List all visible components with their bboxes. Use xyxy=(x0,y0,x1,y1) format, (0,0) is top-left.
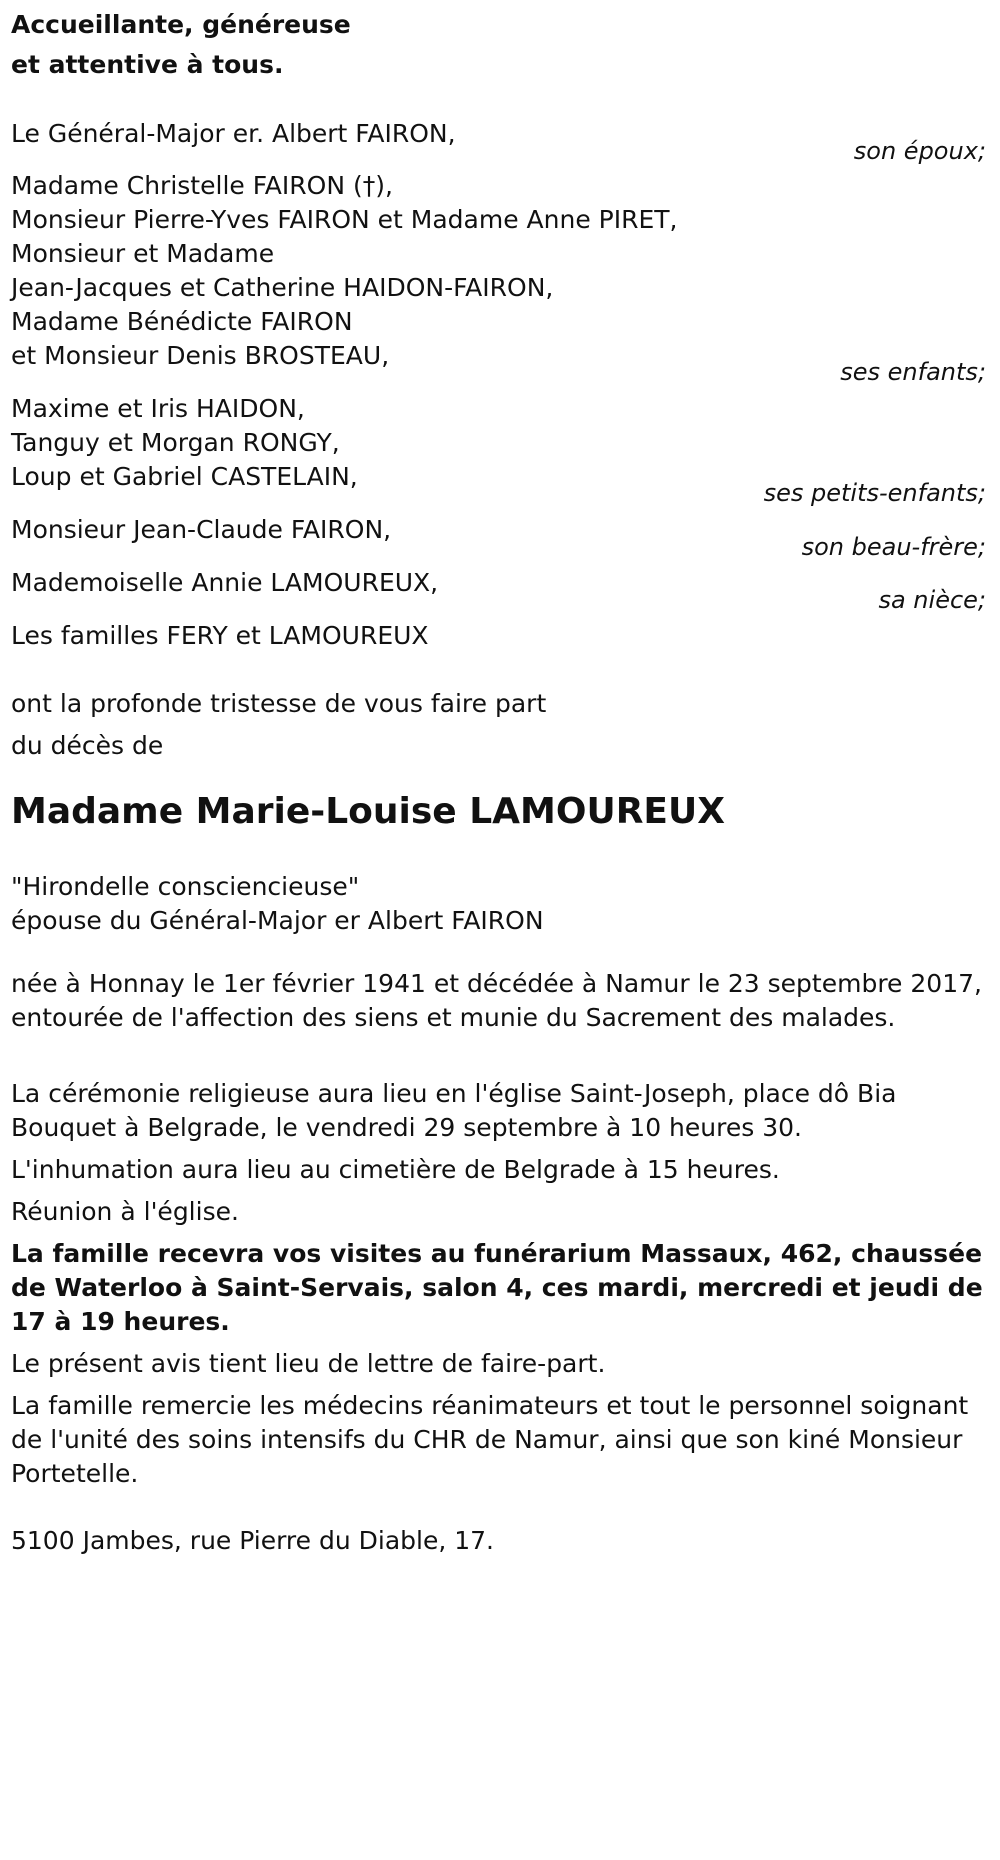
grandchild-line-1: Maxime et Iris HAIDON, xyxy=(11,394,305,423)
child-line-5: Madame Bénédicte FAIRON xyxy=(11,307,353,336)
burial-paragraph: L'inhumation aura lieu au cimetière de Belgrade à 15 heures. xyxy=(11,1155,780,1184)
deceased-spouse-line: épouse du Général-Major er Albert FAIRON xyxy=(11,906,544,935)
brother-in-law-name: Monsieur Jean-Claude FAIRON, xyxy=(11,515,392,544)
opening-line-1: Accueillante, généreuse xyxy=(11,10,351,39)
families-line: Les familles FERY et LAMOUREUX xyxy=(11,621,429,650)
thanks-paragraph: La famille remercie les médecins réanimateurs et tout le personnel soignant de l'unité des soins intensifs du CHR de Namur, ainsi que son kiné Monsieur Portetelle. xyxy=(11,1391,969,1488)
deceased-nickname: "Hirondelle consciencieuse" xyxy=(11,872,360,901)
child-line-2: Monsieur Pierre-Yves FAIRON et Madame Anne PIRET, xyxy=(11,205,678,234)
niece-role: sa nièce; xyxy=(878,586,986,614)
child-line-6: et Monsieur Denis BROSTEAU, xyxy=(11,341,390,370)
child-line-3: Monsieur et Madame xyxy=(11,239,275,268)
ceremony-paragraph: La cérémonie religieuse aura lieu en l'église Saint-Joseph, place dô Bia Bouquet à Belgrade, le vendredi 29 septembre à 10 heures 30. xyxy=(11,1079,897,1142)
announcement-line-2: du décès de xyxy=(11,731,164,760)
reunion-paragraph: Réunion à l'église. xyxy=(11,1197,239,1226)
announcement-line-1: ont la profonde tristesse de vous faire part xyxy=(11,689,547,718)
opening-line-2: et attentive à tous. xyxy=(11,50,284,79)
children-role: ses enfants; xyxy=(840,358,986,386)
grandchild-line-2: Tanguy et Morgan RONGY, xyxy=(11,428,340,457)
child-line-4: Jean-Jacques et Catherine HAIDON-FAIRON, xyxy=(11,273,554,302)
brother-in-law-role: son beau-frère; xyxy=(801,533,986,561)
birth-death-paragraph: née à Honnay le 1er février 1941 et décédée à Namur le 23 septembre 2017, entourée de l'affection des siens et munie du Sacrement des malades. xyxy=(11,969,982,1032)
grandchild-line-3: Loup et Gabriel CASTELAIN, xyxy=(11,462,358,491)
deceased-name: Madame Marie-Louise LAMOUREUX xyxy=(11,791,725,832)
visits-paragraph: La famille recevra vos visites au funérarium Massaux, 462, chaussée de Waterloo à Saint-Servais, salon 4, ces mardi, mercredi et jeudi de 17 à 19 heures. xyxy=(11,1239,983,1336)
notice-paragraph: Le présent avis tient lieu de lettre de faire-part. xyxy=(11,1349,606,1378)
address-line: 5100 Jambes, rue Pierre du Diable, 17. xyxy=(11,1526,495,1555)
grandchildren-role: ses petits-enfants; xyxy=(763,479,986,507)
husband-role: son époux; xyxy=(853,137,986,165)
child-line-1: Madame Christelle FAIRON (†), xyxy=(11,171,393,200)
husband-name: Le Général-Major er. Albert FAIRON, xyxy=(11,119,456,148)
niece-name: Mademoiselle Annie LAMOUREUX, xyxy=(11,568,439,597)
